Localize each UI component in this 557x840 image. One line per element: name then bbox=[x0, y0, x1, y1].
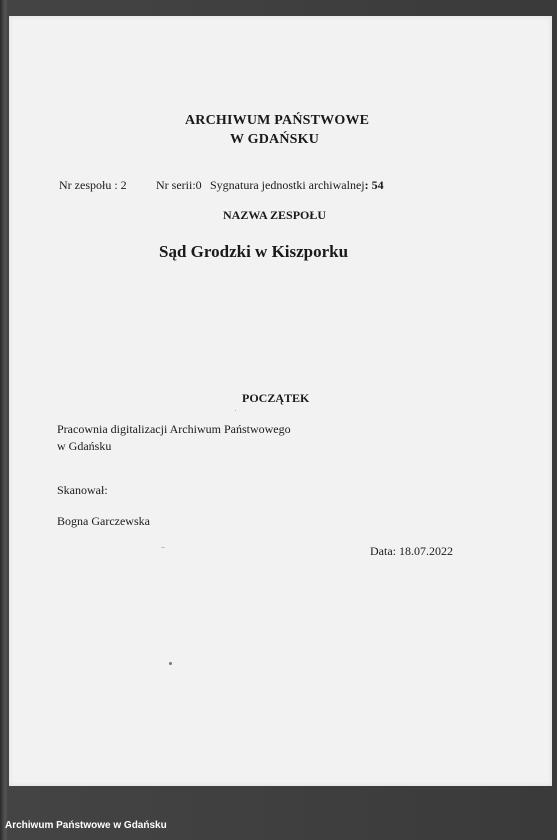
start-label: POCZĄTEK bbox=[242, 391, 310, 405]
fond-number: Nr zespołu : 2 bbox=[59, 178, 127, 192]
scanned-label: Skanował: bbox=[57, 483, 108, 497]
workshop-line2: w Gdańsku bbox=[57, 439, 112, 453]
signature-value: : 54 bbox=[364, 178, 384, 192]
paper-speck bbox=[161, 547, 165, 548]
document-page bbox=[9, 16, 552, 786]
footer-caption: Archiwum Państwowe w Gdańsku bbox=[5, 820, 167, 831]
signature-label: Sygnatura jednostki archiwalnej bbox=[210, 178, 365, 192]
archive-name-line1: ARCHIWUM PAŃSTWOWE bbox=[185, 113, 370, 128]
workshop-line1: Pracownia digitalizacji Archiwum Państwowego bbox=[57, 422, 291, 436]
paper-speck bbox=[169, 662, 172, 665]
fond-name: Sąd Grodzki w Kiszporku bbox=[159, 242, 349, 261]
scanner-name: Bogna Garczewska bbox=[57, 514, 150, 528]
paper-speck bbox=[235, 410, 236, 411]
series-number: Nr serii:0 bbox=[156, 178, 202, 192]
scan-date: Data: 18.07.2022 bbox=[370, 544, 453, 558]
fond-heading: NAZWA ZESPOŁU bbox=[223, 208, 327, 222]
archive-name-line2: W GDAŃSKU bbox=[230, 132, 320, 147]
signature bbox=[210, 178, 384, 193]
